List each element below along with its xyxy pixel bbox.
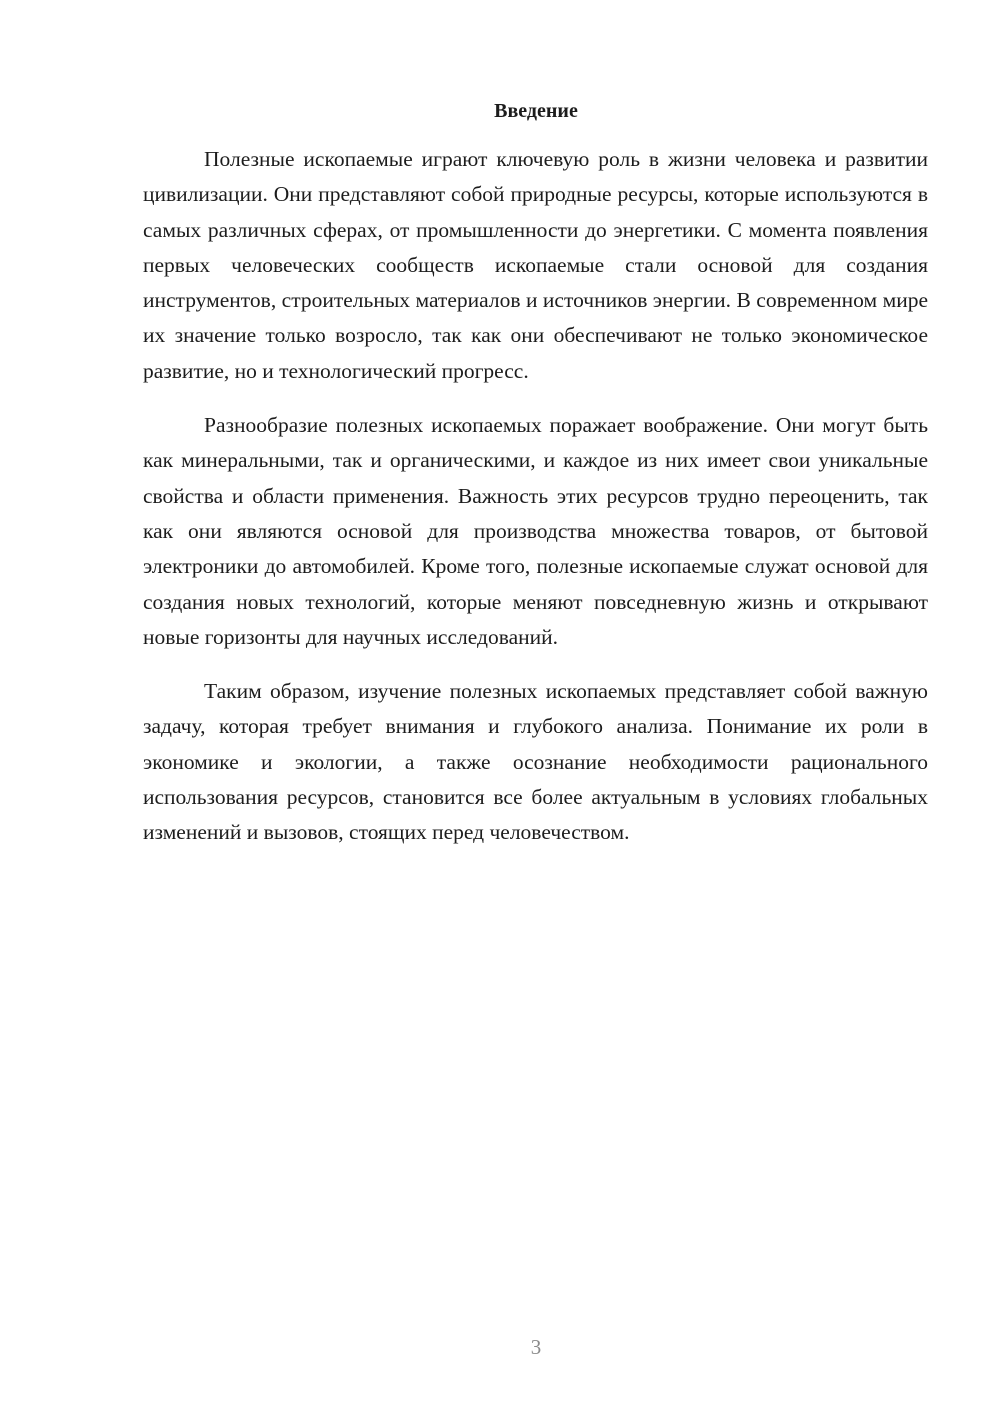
body-text [143, 142, 928, 870]
page-number: 3 [530, 1335, 542, 1359]
paragraph-3: Таким образом, изучение полезных ископаемых представляет собой важную задачу, которая требует внимания и глубокого анализа. Понимание их роли в экономике и экологии, а также осознание необходимости рационального использования ресурсов, становится все более актуальным в условиях глобальных изменений и вызовов, стоящих перед человечеством. [143, 679, 928, 845]
section-title: Введение [494, 100, 578, 122]
paragraph-1: Полезные ископаемые играют ключевую роль в жизни человека и развитии цивилизации. Они представляют собой природные ресурсы, которые используются в самых различных сферах, от промышленности до энергетики. С момента появления первых человеческих сообществ ископаемые стали основой для создания инструментов, строительных материалов и источников энергии. В современном мире их значение только возросло, так как они обеспечивают не только экономическое развитие, но и технологический прогресс. [143, 147, 928, 383]
paragraph-2: Разнообразие полезных ископаемых поражает воображение. Они могут быть как минеральными, так и органическими, и каждое из них имеет свои уникальные свойства и области применения. Важность этих ресурсов трудно переоценить, так как они являются основой для производства множества товаров, от бытовой электроники до автомобилей. Кроме того, полезные ископаемые служат основой для создания новых технологий, которые меняют повседневную жизнь и открывают новые горизонты для научных исследований. [143, 413, 928, 649]
